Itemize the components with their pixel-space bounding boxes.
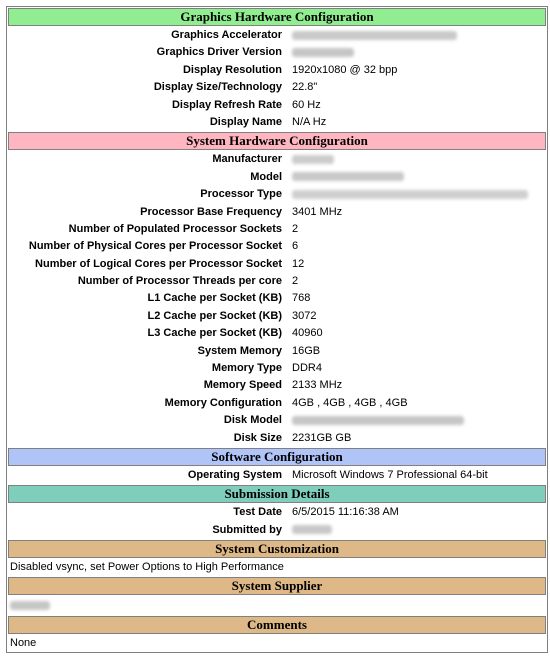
table-row [7, 308, 547, 325]
row-value [286, 151, 547, 168]
row-label: Number of Physical Cores per Processor Socket [28, 240, 282, 253]
row-label: Processor Base Frequency [140, 205, 282, 218]
row-label: L1 Cache per Socket (KB) [147, 292, 282, 305]
row-label: Display Size/Technology [153, 81, 282, 94]
redacted-value [292, 31, 457, 40]
table-row [7, 151, 547, 168]
table-row [7, 169, 547, 186]
row-label: Display Name [209, 115, 282, 128]
row-value: 4GB , 4GB , 4GB , 4GB [292, 396, 408, 409]
row-label: Disk Size [233, 431, 282, 444]
row-value: 6/5/2015 11:16:38 AM [292, 506, 399, 519]
table-row [7, 395, 547, 412]
row-label: Disk Model [223, 414, 282, 427]
system-section [7, 151, 547, 447]
row-label: Display Resolution [182, 63, 282, 76]
row-label: Test Date [233, 506, 282, 519]
supplier-section-header: System Supplier [8, 577, 546, 595]
row-label: L3 Cache per Socket (KB) [147, 327, 282, 340]
row-label: Number of Processor Threads per core [77, 275, 282, 288]
table-row [7, 114, 547, 131]
table-row [7, 186, 547, 203]
row-label: Graphics Accelerator [171, 29, 282, 41]
table-row [7, 62, 547, 79]
row-value: 2 [292, 222, 299, 235]
redacted-value [292, 416, 464, 425]
row-label: Number of Logical Cores per Processor Socket [35, 257, 282, 270]
row-value: 60 Hz [292, 98, 321, 111]
table-row [7, 377, 547, 394]
row-value: 16GB [292, 344, 321, 357]
table-row [7, 79, 547, 96]
customization-section-header: System Customization [8, 540, 546, 558]
table-row [7, 256, 547, 273]
row-value [286, 186, 547, 203]
supplier-text [7, 596, 547, 615]
table-row [7, 273, 547, 290]
row-value: 2 [292, 275, 299, 288]
row-label: Memory Configuration [164, 396, 282, 409]
results-table [6, 6, 548, 653]
table-row [7, 221, 547, 238]
row-value: 2133 MHz [292, 379, 343, 392]
redacted-value [292, 155, 334, 164]
row-label: Manufacturer [212, 153, 282, 166]
row-value: 6 [292, 240, 299, 253]
row-value [286, 522, 547, 539]
row-value: 3401 MHz [292, 205, 343, 218]
table-row [7, 467, 547, 484]
row-value: 22.8" [292, 81, 318, 94]
table-row [7, 325, 547, 342]
row-value: 12 [292, 257, 305, 270]
comments-section-header: Comments [8, 616, 546, 634]
row-label: Model [250, 170, 282, 183]
row-value: 3072 [292, 309, 317, 322]
redacted-value [10, 601, 50, 610]
table-row [7, 97, 547, 114]
row-value [286, 169, 547, 186]
row-value [286, 27, 547, 44]
row-label: Operating System [187, 468, 282, 481]
row-value [286, 412, 547, 429]
table-row [7, 522, 547, 539]
table-row [7, 27, 547, 44]
customization-text: Disabled vsync, set Power Options to High Performance [10, 561, 284, 574]
row-value: N/A Hz [292, 115, 327, 128]
redacted-value [292, 172, 404, 181]
row-label: Memory Type [211, 362, 282, 375]
table-row [7, 44, 547, 61]
row-label: Graphics Driver Version [156, 46, 282, 59]
table-row [7, 343, 547, 360]
table-row [7, 290, 547, 307]
redacted-value [292, 190, 528, 199]
table-row [7, 430, 547, 447]
system-section-header: System Hardware Configuration [8, 132, 546, 150]
redacted-value [292, 525, 332, 534]
row-value: 1920x1080 @ 32 bpp [292, 63, 398, 76]
row-value: 768 [292, 292, 311, 305]
table-row [7, 204, 547, 221]
table-row [7, 238, 547, 255]
table-row [7, 504, 547, 521]
row-value: DDR4 [292, 362, 322, 375]
row-label: Memory Speed [203, 379, 282, 392]
row-value: 2231GB GB [292, 431, 352, 444]
row-value [286, 44, 547, 61]
redacted-value [292, 48, 354, 57]
software-section-header: Software Configuration [8, 448, 546, 466]
submission-section-header: Submission Details [8, 485, 546, 503]
comments-text: None [10, 637, 37, 650]
row-label: Number of Populated Processor Sockets [68, 222, 282, 235]
row-label: Processor Type [200, 188, 282, 201]
row-value: 40960 [292, 327, 323, 340]
graphics-section [7, 27, 547, 131]
table-row [7, 360, 547, 377]
table-row [7, 412, 547, 429]
row-value: Microsoft Windows 7 Professional 64-bit [292, 468, 488, 481]
row-label: Display Refresh Rate [171, 98, 282, 111]
graphics-section-header: Graphics Hardware Configuration [8, 8, 546, 26]
row-label: System Memory [197, 344, 282, 357]
row-label: Submitted by [212, 523, 282, 536]
row-label: L2 Cache per Socket (KB) [147, 309, 282, 322]
